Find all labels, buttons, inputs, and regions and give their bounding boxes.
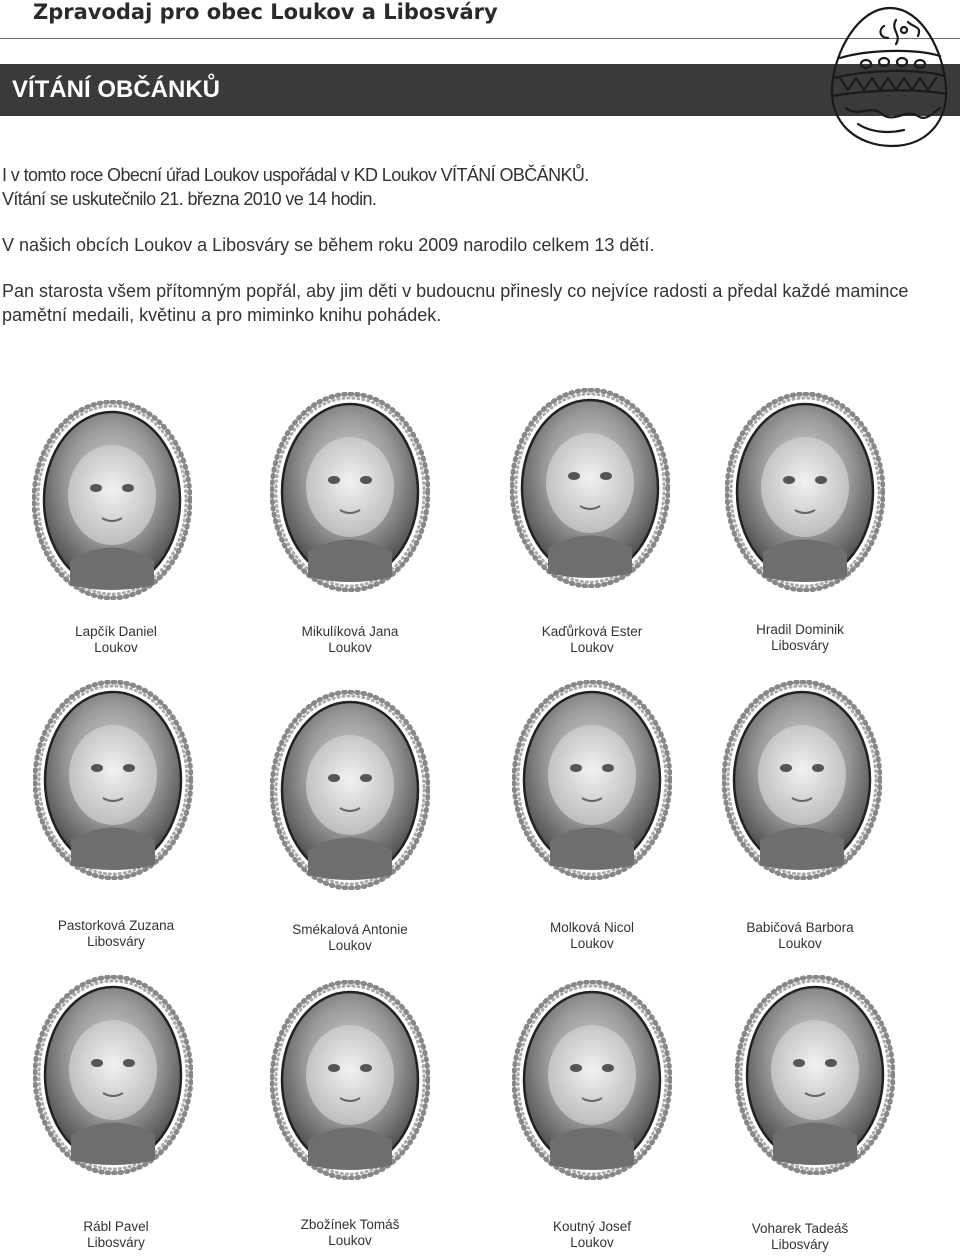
- child-caption: [690, 920, 910, 952]
- child-village: Loukov: [570, 640, 614, 655]
- child-photo: [270, 392, 430, 592]
- child-photo: [33, 680, 193, 880]
- child-village: Loukov: [570, 1235, 614, 1250]
- child-name: Pastorková Zuzana: [57, 918, 175, 933]
- child-photo: [722, 680, 882, 880]
- header-divider: [0, 38, 960, 39]
- child-caption: [482, 624, 702, 656]
- child-caption: [690, 622, 910, 654]
- child-caption: [690, 1221, 910, 1253]
- child-photo: [510, 388, 670, 588]
- child-photo: [270, 980, 430, 1180]
- child-name: Molková Nicol: [549, 920, 635, 935]
- intro-paragraph-3: Pan starosta všem přítomným popřál, aby jim děti v budoucnu přinesly co nejvíce radosti a předal každé mamince pamětní medaili, květinu a pro miminko knihu pohádek.: [2, 281, 909, 325]
- child-caption: [240, 1217, 460, 1249]
- intro-line-2: Vítání se uskutečnilo 21. března 2010 ve 14 hodin.: [2, 189, 377, 209]
- child-name: Kaďůrková Ester: [541, 624, 643, 639]
- child-caption: [240, 624, 460, 656]
- child-caption: [482, 1219, 702, 1251]
- child-village: Libosváry: [771, 638, 829, 653]
- child-caption: [6, 918, 226, 950]
- child-caption: [240, 922, 460, 954]
- section-banner: [0, 64, 960, 116]
- child-photo: [725, 392, 885, 592]
- section-title: VÍTÁNÍ OBČÁNKŮ: [12, 76, 220, 103]
- child-photo: [270, 690, 430, 890]
- child-name: Rábl Pavel: [83, 1219, 149, 1234]
- newsletter-title: Zpravodaj pro obec Loukov a Libosváry: [33, 0, 498, 24]
- child-photo: [33, 975, 193, 1175]
- child-village: Loukov: [328, 1233, 372, 1248]
- child-village: Loukov: [778, 936, 822, 951]
- child-photo: [735, 975, 895, 1175]
- child-name: Zbožínek Tomáš: [300, 1217, 400, 1232]
- intro-line-1: I v tomto roce Obecní úřad Loukov uspořádal v KD Loukov VÍTÁNÍ OBČÁNKŮ.: [2, 165, 589, 185]
- child-village: Loukov: [328, 938, 372, 953]
- child-name: Hradil Dominik: [756, 622, 844, 637]
- easter-egg-icon: [818, 0, 960, 150]
- child-name: Babičová Barbora: [746, 920, 854, 935]
- child-name: Voharek Tadeáš: [751, 1221, 849, 1236]
- child-name: Mikulíková Jana: [301, 624, 399, 639]
- child-caption: [482, 920, 702, 952]
- child-name: Lapčík Daniel: [75, 624, 157, 639]
- child-village: Libosváry: [87, 1235, 145, 1250]
- child-caption: [6, 1219, 226, 1251]
- child-photo: [512, 680, 672, 880]
- intro-paragraph-2: V našich obcích Loukov a Libosváry se během roku 2009 narodilo celkem 13 dětí.: [2, 235, 655, 255]
- child-village: Libosváry: [771, 1237, 829, 1252]
- child-photo: [32, 400, 192, 600]
- child-caption: [6, 624, 226, 656]
- child-village: Loukov: [94, 640, 138, 655]
- child-village: Loukov: [570, 936, 614, 951]
- child-village: Loukov: [328, 640, 372, 655]
- child-name: Koutný Josef: [552, 1219, 632, 1234]
- child-name: Smékalová Antonie: [292, 922, 408, 937]
- child-photo: [512, 980, 672, 1180]
- child-village: Libosváry: [87, 934, 145, 949]
